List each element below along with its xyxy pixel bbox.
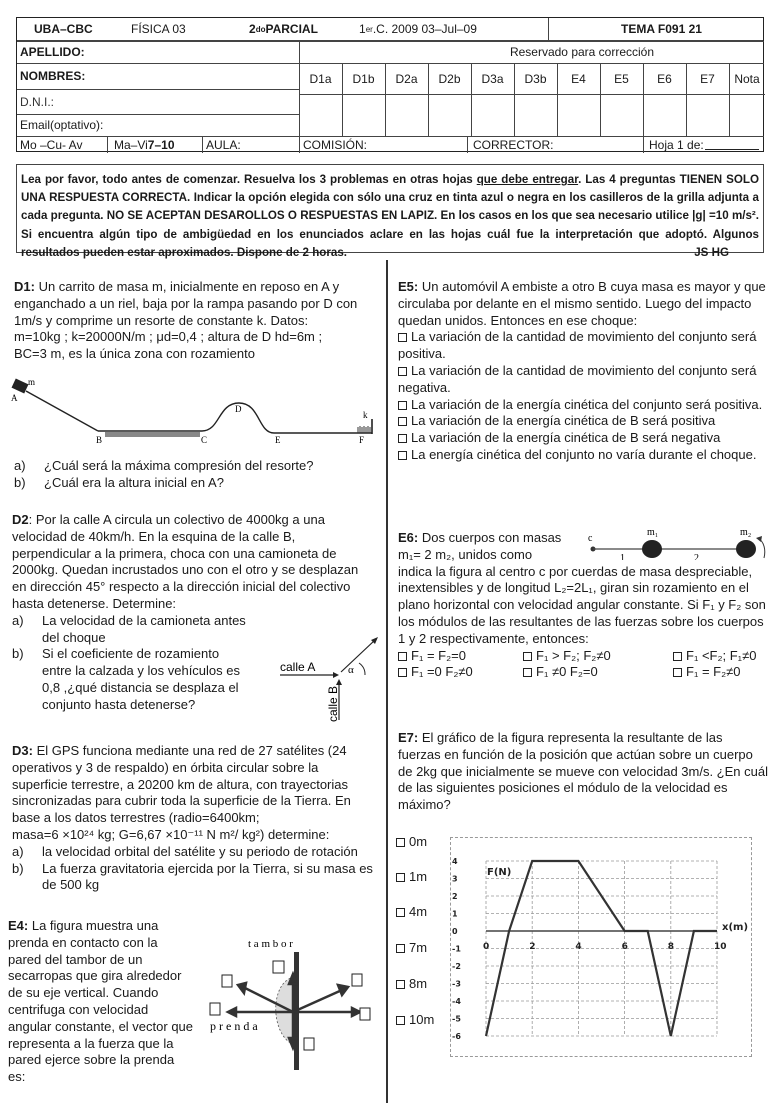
checkbox-icon[interactable] xyxy=(398,668,407,677)
e6-option-6[interactable]: F₁ = F₂≠0 xyxy=(673,664,768,681)
checkbox-icon[interactable] xyxy=(398,434,407,443)
grade-cell-nota[interactable] xyxy=(729,94,765,136)
checkbox-icon[interactable] xyxy=(396,944,405,953)
e4-statement: E4: La figura muestra una prenda en contacto con la pared del tambor de un secarropas que gira alrededor de su eje vertical. Cuando centrifuga con velocidad angular constante, el vector que representa a la fuerza que la pared ejerce sobre la prenda es: xyxy=(8,918,194,1085)
e6-option-2[interactable]: F₁ > F₂; F₂≠0 xyxy=(523,648,673,665)
svg-text:A: A xyxy=(11,393,18,403)
svg-text:C: C xyxy=(201,435,208,445)
d1-question-a: a) ¿Cuál será la máxima compresión del resorte? xyxy=(14,458,314,473)
dryer-drum-diagram xyxy=(200,932,385,1072)
e7-option-7m[interactable]: 7m xyxy=(396,940,427,955)
checkbox-icon[interactable] xyxy=(396,1016,405,1025)
grade-column-d3b: D3b xyxy=(524,71,547,86)
svg-text:calle A: calle A xyxy=(280,660,316,674)
grade-column-e7: E7 xyxy=(700,71,715,86)
reserved-label: Reservado para corrección xyxy=(509,45,655,59)
svg-text:4: 4 xyxy=(452,857,458,866)
e5-option-1[interactable]: La variación de la cantidad de movimiento del conjunto será positiva. xyxy=(398,329,757,362)
checkbox-icon[interactable] xyxy=(523,668,532,677)
problem-d3 xyxy=(12,743,377,894)
checkbox-icon[interactable] xyxy=(673,652,682,661)
term-date: 1 er .C. 2009 03–Jul–09 xyxy=(359,22,477,36)
e7-option-4m[interactable]: 4m xyxy=(396,904,427,919)
svg-text:-4: -4 xyxy=(452,997,461,1006)
svg-text:D: D xyxy=(235,404,242,414)
schedule-2: Ma–Vi 7–10 xyxy=(114,137,175,152)
d3-question-b: b) La fuerza gravitatoria ejercida por la Tierra, si su masa es de 500 kg xyxy=(12,860,373,893)
exam-name: 2 do PARCIAL xyxy=(249,22,318,36)
checkbox-icon[interactable] xyxy=(523,652,532,661)
question-e5 xyxy=(398,279,768,464)
grade-cell-d3a[interactable] xyxy=(471,94,514,136)
option-up-right-checkbox[interactable] xyxy=(352,974,362,986)
d1-data: m=10kg ; k=20000N/m ; μd=0,4 ; altura de D hd=6m ; xyxy=(14,329,323,345)
grade-cell-e5[interactable] xyxy=(600,94,643,136)
option-up-left-checkbox[interactable] xyxy=(222,975,232,987)
d1-questions xyxy=(14,458,374,492)
e5-option-4[interactable]: La variación de la energía cinética de B será positiva xyxy=(398,413,768,430)
svg-text:10: 10 xyxy=(714,942,727,952)
grade-column-d2b: D2b xyxy=(438,71,461,86)
tema-code: TEMA F091 21 xyxy=(621,22,702,36)
option-up-checkbox[interactable] xyxy=(273,961,284,973)
grade-cell-d1a[interactable] xyxy=(299,94,342,136)
e7-statement: E7: El gráfico de la figura representa la resultante de las fuerzas en función de la posición que actúan sobre un cuerpo de 2kg que inicialmente se mueve con velocidad 3m/s. ¿En cuál de las siguientes posiciones el módulo de la velocidad es máximo? xyxy=(398,730,768,813)
institution: UBA–CBC xyxy=(34,22,93,36)
svg-text:α: α xyxy=(348,664,354,676)
checkbox-icon[interactable] xyxy=(398,652,407,661)
e6-options xyxy=(398,648,768,682)
checkbox-icon[interactable] xyxy=(396,873,405,882)
question-e4 xyxy=(8,918,193,1086)
e5-options xyxy=(398,329,768,463)
author-initials: JS HG xyxy=(694,246,729,260)
d2-question-b: b) Si el coeficiente de rozamiento entre la calzada y los vehículos es 0,8 ,¿qué distancia se desplaza el conjunto hasta detenerse? xyxy=(12,646,240,712)
force-vs-position-chart xyxy=(450,837,760,1062)
svg-text:calle B: calle B xyxy=(326,685,340,722)
svg-text:1: 1 xyxy=(452,909,458,919)
grade-column-e6: E6 xyxy=(657,71,672,86)
ramp-track-diagram xyxy=(6,375,386,450)
svg-text:p r e n d a: p r e n d a xyxy=(210,1019,258,1033)
email-field[interactable]: Email(optativo): xyxy=(20,118,104,132)
grade-cell-d2b[interactable] xyxy=(428,94,471,136)
grade-column-nota: Nota xyxy=(734,71,760,86)
option-right-checkbox[interactable] xyxy=(360,1008,370,1020)
checkbox-icon[interactable] xyxy=(396,838,405,847)
e6-statement-3: indica la figura al centro c por cuerdas de masa despreciable, inextensibles y de longitud L₂=2L₁, giran sin rozamiento en el plano horizontal con velocidad angular constante. Si F₁ y F₂ son los módulos de las resultantes de las fuerzas sobre los cuerpos 1 y 2 respectivamente, entonces: xyxy=(398,563,766,646)
instructions-box xyxy=(16,164,764,260)
svg-text:k: k xyxy=(363,410,368,420)
e7-option-0m[interactable]: 0m xyxy=(396,834,427,849)
d1-question-b: b) ¿Cuál era la altura inicial en A? xyxy=(14,474,224,490)
hoja-field[interactable]: Hoja 1 de: xyxy=(649,136,759,153)
checkbox-icon[interactable] xyxy=(396,980,405,989)
instructions-text: Lea por favor, todo antes de comenzar. Resuelva los 3 problemas en otras hojas que debe entregar. Las 4 preguntas TIENEN SOLO UNA RESPUESTA CORRECTA. Indicar la opción elegida con sólo una cruz en tinta azul o negra en los casilleros de la grilla adjunta a cada pregunta. NO SE ACEPTAN DESAROLLOS O RESPUESTAS EN LAPIZ. En los casos en los que sea necesario utilice |g| =10 m/s². Si encuentra algún tipo de ambigüedad en los enunciados aclare en las hojas cuál fue la interpretación que adoptó. Algunos resultados pueden estar aproximados. Dispone de 2 horas. xyxy=(21,173,760,259)
svg-text:E: E xyxy=(275,435,281,445)
checkbox-icon[interactable] xyxy=(398,401,407,410)
svg-text:-2: -2 xyxy=(452,962,461,971)
checkbox-icon[interactable] xyxy=(398,417,407,426)
e7-option-10m[interactable]: 10m xyxy=(396,1012,434,1027)
svg-text:2: 2 xyxy=(452,892,458,901)
svg-text:0: 0 xyxy=(452,927,458,936)
d3-data: masa=6 ×10²⁴ kg; G=6,67 ×10⁻¹¹ N m²/ kg²) determine: xyxy=(12,826,330,842)
grade-column-e5: E5 xyxy=(614,71,629,86)
d1-statement: D1: Un carrito de masa m, inicialmente en reposo en A y enganchado a un riel, baja por la rampa pasando por D con 1m/s y comprime un resorte de constante k. Datos: xyxy=(14,279,358,328)
checkbox-icon[interactable] xyxy=(398,451,407,460)
svg-text:2: 2 xyxy=(529,942,536,952)
grade-cell-d3b[interactable] xyxy=(514,94,557,136)
schedule-1: Mo –Cu- Av xyxy=(20,137,83,152)
svg-text:-3: -3 xyxy=(452,979,461,989)
svg-text:3: 3 xyxy=(452,874,458,884)
aula-field[interactable]: AULA: xyxy=(206,137,241,152)
d2-question-a: a) La velocidad de la camioneta antes del choque xyxy=(12,612,246,645)
e5-option-6[interactable]: La energía cinética del conjunto no varía durante el choque. xyxy=(398,447,768,464)
rotating-masses-diagram xyxy=(580,520,780,560)
grading-grid xyxy=(299,63,765,136)
e6-option-5[interactable]: F₁ ≠0 F₂=0 xyxy=(523,664,673,681)
checkbox-icon[interactable] xyxy=(398,333,407,342)
option-left-checkbox[interactable] xyxy=(210,1003,220,1015)
checkbox-icon[interactable] xyxy=(396,908,405,917)
svg-text:m₂: m₂ xyxy=(740,527,752,538)
svg-text:-5: -5 xyxy=(452,1014,461,1024)
grade-column-d3a: D3a xyxy=(481,71,504,86)
svg-text:x(m): x(m) xyxy=(722,922,749,933)
nombres-field[interactable]: NOMBRES: xyxy=(20,69,86,83)
svg-text:-1: -1 xyxy=(452,944,461,954)
mass-label: m xyxy=(28,377,36,387)
svg-text:8: 8 xyxy=(667,942,675,952)
problem-d1 xyxy=(14,279,374,363)
corrector-field[interactable]: CORRECTOR: xyxy=(473,137,554,152)
e6-option-4[interactable]: F₁ =0 F₂≠0 xyxy=(398,664,523,681)
grade-cell-d1b[interactable] xyxy=(342,94,385,136)
svg-text:B: B xyxy=(96,435,103,445)
e5-statement: E5: Un automóvil A embiste a otro B cuya masa es mayor y que circulaba por delante en el mismo sentido. Luego del impacto quedan unidos. Entonces en ese choque: xyxy=(398,279,766,328)
grade-cell-e7[interactable] xyxy=(686,94,729,136)
e5-option-3[interactable]: La variación de la energía cinética del conjunto será positiva. xyxy=(398,397,768,414)
comision-field[interactable]: COMISIÓN: xyxy=(303,137,368,152)
dni-field[interactable]: D.N.I.: xyxy=(20,94,55,109)
svg-text:t a m b o r: t a m b o r xyxy=(248,938,293,950)
d1-data-2: BC=3 m, es la única zona con rozamiento xyxy=(14,346,255,362)
grade-column-d1a: D1a xyxy=(309,71,332,86)
svg-text:2: 2 xyxy=(694,553,699,560)
e6-option-1[interactable]: F₁ = F₂=0 xyxy=(398,648,523,665)
d2-statement: D2: Por la calle A circula un colectivo de 4000kg a una velocidad de 40km/h. En la esquina de la calle B, perpendicular a la primera, choca con una camioneta de 2000kg. Quedan incrustados uno con el otro y se desplazan en dirección 45° respecto a la dirección inicial del colectivo hasta detenerse. Determine: xyxy=(12,512,359,611)
grade-column-e4: E4 xyxy=(571,71,586,86)
svg-text:m₁: m₁ xyxy=(647,527,659,538)
e5-option-5[interactable]: La variación de la energía cinética de B será negativa xyxy=(398,430,768,447)
checkbox-icon[interactable] xyxy=(673,668,682,677)
checkbox-icon[interactable] xyxy=(398,367,407,376)
subject: FÍSICA 03 xyxy=(131,22,186,36)
svg-text:4: 4 xyxy=(575,942,582,952)
grade-column-d1b: D1b xyxy=(352,71,375,86)
grade-cell-e4[interactable] xyxy=(557,94,600,136)
svg-text:1: 1 xyxy=(620,553,625,560)
e7-option-1m[interactable]: 1m xyxy=(396,869,427,884)
e6-option-3[interactable]: F₁ <F₂; F₁≠0 xyxy=(673,648,768,665)
intersection-diagram xyxy=(275,630,385,725)
question-e7 xyxy=(398,730,768,814)
d3-question-a: a) la velocidad orbital del satélite y su periodo de rotación xyxy=(12,843,358,859)
grade-cell-d2a[interactable] xyxy=(385,94,428,136)
d3-statement: D3: El GPS funciona mediante una red de 27 satélites (24 operativos y 3 de respaldo) en órbita circular sobre la superficie terrestre, a 20200 km de altura, con trayectorias sincronizadas para cubrir toda la superficie de la Tierra. En base a los datos terrestres (radio=6400km; xyxy=(12,743,351,826)
e6-statement-2: m₁= 2 m₂, unidos como xyxy=(398,546,533,562)
grade-column-d2a: D2a xyxy=(395,71,418,86)
column-divider xyxy=(386,260,388,1103)
apellido-field[interactable]: APELLIDO: xyxy=(20,45,85,59)
svg-text:c: c xyxy=(588,533,593,544)
header-title-row xyxy=(17,18,763,41)
svg-text:F(N): F(N) xyxy=(487,867,512,878)
e7-option-8m[interactable]: 8m xyxy=(396,976,427,991)
option-down-checkbox[interactable] xyxy=(304,1038,314,1050)
e5-option-2[interactable]: La variación de la cantidad de movimiento del conjunto será negativa. xyxy=(398,362,757,395)
svg-text:-6: -6 xyxy=(452,1032,461,1041)
svg-text:0: 0 xyxy=(483,942,490,952)
grade-cell-e6[interactable] xyxy=(643,94,686,136)
e6-statement-1: E6: Dos cuerpos con masas xyxy=(398,530,562,545)
svg-text:6: 6 xyxy=(621,942,628,952)
svg-text:F: F xyxy=(359,435,365,445)
exam-header-table xyxy=(16,17,764,152)
